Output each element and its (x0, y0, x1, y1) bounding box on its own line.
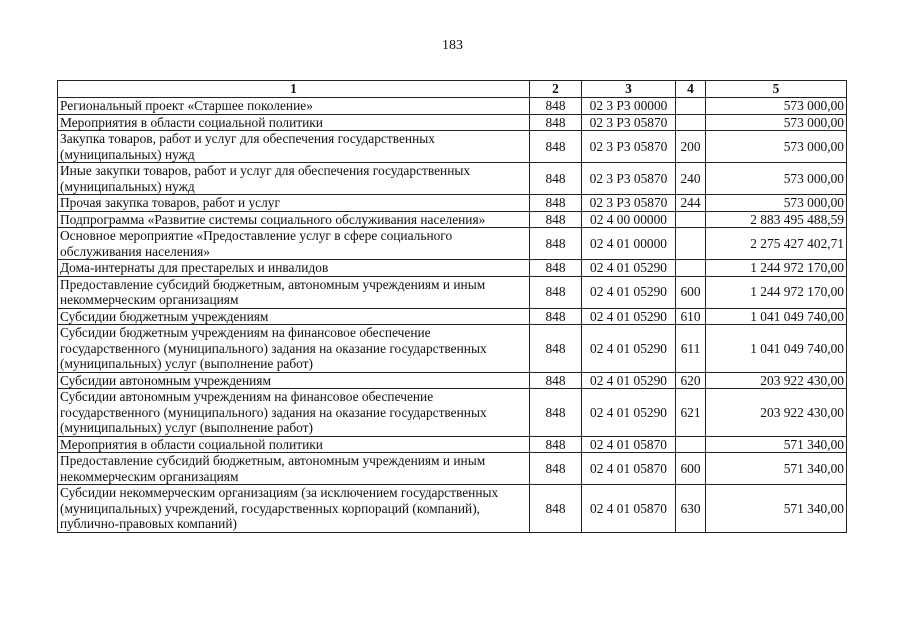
row-amount: 1 244 972 170,00 (706, 276, 847, 308)
row-amount: 571 340,00 (706, 453, 847, 485)
row-name-cell: Иные закупки товаров, работ и услуг для обеспечения государственных (муниципальных) нужд (58, 163, 530, 195)
row-name-cell: Основное мероприятие «Предоставление услуг в сфере социального обслуживания населения» (58, 228, 530, 260)
page-number: 183 (442, 38, 463, 53)
row-target-article: 02 3 Р3 00000 (582, 98, 676, 115)
row-target-article: 02 4 01 05290 (582, 325, 676, 373)
row-target-article: 02 4 01 05870 (582, 453, 676, 485)
row-name-cell: Прочая закупка товаров, работ и услуг (58, 195, 530, 212)
row-department-code: 848 (530, 325, 582, 373)
row-department-code: 848 (530, 308, 582, 325)
row-department-code: 848 (530, 260, 582, 277)
row-target-article: 02 4 01 00000 (582, 228, 676, 260)
row-name-cell: Предоставление субсидий бюджетным, автономным учреждениям и иным некоммерческим организациям (58, 276, 530, 308)
row-amount: 203 922 430,00 (706, 389, 847, 437)
row-target-article: 02 3 Р3 05870 (582, 114, 676, 131)
header-col-2: 2 (530, 81, 582, 98)
row-target-article: 02 4 01 05870 (582, 485, 676, 533)
row-expense-type: 610 (676, 308, 706, 325)
table-row (58, 389, 847, 437)
row-name-cell: Мероприятия в области социальной политики (58, 114, 530, 131)
row-department-code: 848 (530, 276, 582, 308)
table-row (58, 131, 847, 163)
row-name-cell: Субсидии некоммерческим организациям (за исключением государственных (муниципальных) учреждений, государственных корпораций (компаний), публично-правовых компаний) (58, 485, 530, 533)
row-name-cell: Предоставление субсидий бюджетным, автономным учреждениям и иным некоммерческим организациям (58, 453, 530, 485)
header-col-1: 1 (58, 81, 530, 98)
row-target-article: 02 4 00 00000 (582, 211, 676, 228)
row-name-cell: Субсидии бюджетным учреждениям на финансовое обеспечение государственного (муниципального) задания на оказание государственных (муниципальных) услуг (выполнение работ) (58, 325, 530, 373)
row-expense-type (676, 260, 706, 277)
row-name-cell: Региональный проект «Старшее поколение» (58, 98, 530, 115)
row-amount: 573 000,00 (706, 98, 847, 115)
table-row (58, 211, 847, 228)
row-department-code: 848 (530, 131, 582, 163)
row-amount: 2 883 495 488,59 (706, 211, 847, 228)
row-expense-type: 200 (676, 131, 706, 163)
table-body (58, 98, 847, 533)
row-name-cell: Дома-интернаты для престарелых и инвалидов (58, 260, 530, 277)
row-target-article: 02 3 Р3 05870 (582, 163, 676, 195)
row-target-article: 02 4 01 05290 (582, 389, 676, 437)
row-department-code: 848 (530, 436, 582, 453)
table-row (58, 114, 847, 131)
row-department-code: 848 (530, 372, 582, 389)
row-expense-type: 240 (676, 163, 706, 195)
table-row (58, 325, 847, 373)
row-expense-type (676, 114, 706, 131)
row-expense-type (676, 436, 706, 453)
row-amount: 1 244 972 170,00 (706, 260, 847, 277)
row-amount: 573 000,00 (706, 131, 847, 163)
table-row (58, 98, 847, 115)
row-expense-type: 620 (676, 372, 706, 389)
table-row (58, 453, 847, 485)
row-amount: 203 922 430,00 (706, 372, 847, 389)
row-department-code: 848 (530, 211, 582, 228)
table-row (58, 308, 847, 325)
table-row (58, 228, 847, 260)
row-amount: 573 000,00 (706, 114, 847, 131)
row-expense-type: 630 (676, 485, 706, 533)
row-department-code: 848 (530, 485, 582, 533)
row-expense-type: 600 (676, 276, 706, 308)
row-amount: 571 340,00 (706, 485, 847, 533)
row-target-article: 02 4 01 05290 (582, 260, 676, 277)
table-row (58, 260, 847, 277)
row-amount: 573 000,00 (706, 163, 847, 195)
row-name-cell: Субсидии автономным учреждениям (58, 372, 530, 389)
header-col-5: 5 (706, 81, 847, 98)
row-amount: 571 340,00 (706, 436, 847, 453)
table-row (58, 485, 847, 533)
row-name-cell: Подпрограмма «Развитие системы социального обслуживания населения» (58, 211, 530, 228)
row-name-cell: Субсидии бюджетным учреждениям (58, 308, 530, 325)
row-target-article: 02 4 01 05870 (582, 436, 676, 453)
row-amount: 573 000,00 (706, 195, 847, 212)
row-department-code: 848 (530, 98, 582, 115)
row-expense-type: 621 (676, 389, 706, 437)
row-department-code: 848 (530, 163, 582, 195)
row-expense-type (676, 211, 706, 228)
header-col-3: 3 (582, 81, 676, 98)
row-amount: 2 275 427 402,71 (706, 228, 847, 260)
row-target-article: 02 4 01 05290 (582, 276, 676, 308)
row-target-article: 02 3 Р3 05870 (582, 195, 676, 212)
header-col-4: 4 (676, 81, 706, 98)
row-name-cell: Мероприятия в области социальной политики (58, 436, 530, 453)
table-row (58, 436, 847, 453)
row-department-code: 848 (530, 195, 582, 212)
row-amount: 1 041 049 740,00 (706, 308, 847, 325)
row-target-article: 02 3 Р3 05870 (582, 131, 676, 163)
table-row (58, 276, 847, 308)
table-header-row (58, 81, 847, 98)
row-expense-type: 600 (676, 453, 706, 485)
row-target-article: 02 4 01 05290 (582, 372, 676, 389)
table-row (58, 195, 847, 212)
row-department-code: 848 (530, 453, 582, 485)
row-expense-type (676, 98, 706, 115)
row-amount: 1 041 049 740,00 (706, 325, 847, 373)
row-department-code: 848 (530, 114, 582, 131)
table-row (58, 163, 847, 195)
row-department-code: 848 (530, 389, 582, 437)
row-name-cell: Закупка товаров, работ и услуг для обеспечения государственных (муниципальных) нужд (58, 131, 530, 163)
row-department-code: 848 (530, 228, 582, 260)
row-expense-type: 244 (676, 195, 706, 212)
row-name-cell: Субсидии автономным учреждениям на финансовое обеспечение государственного (муниципального) задания на оказание государственных (муниципальных) услуг (выполнение работ) (58, 389, 530, 437)
row-target-article: 02 4 01 05290 (582, 308, 676, 325)
table-row (58, 372, 847, 389)
row-expense-type (676, 228, 706, 260)
budget-table (57, 80, 847, 533)
row-expense-type: 611 (676, 325, 706, 373)
